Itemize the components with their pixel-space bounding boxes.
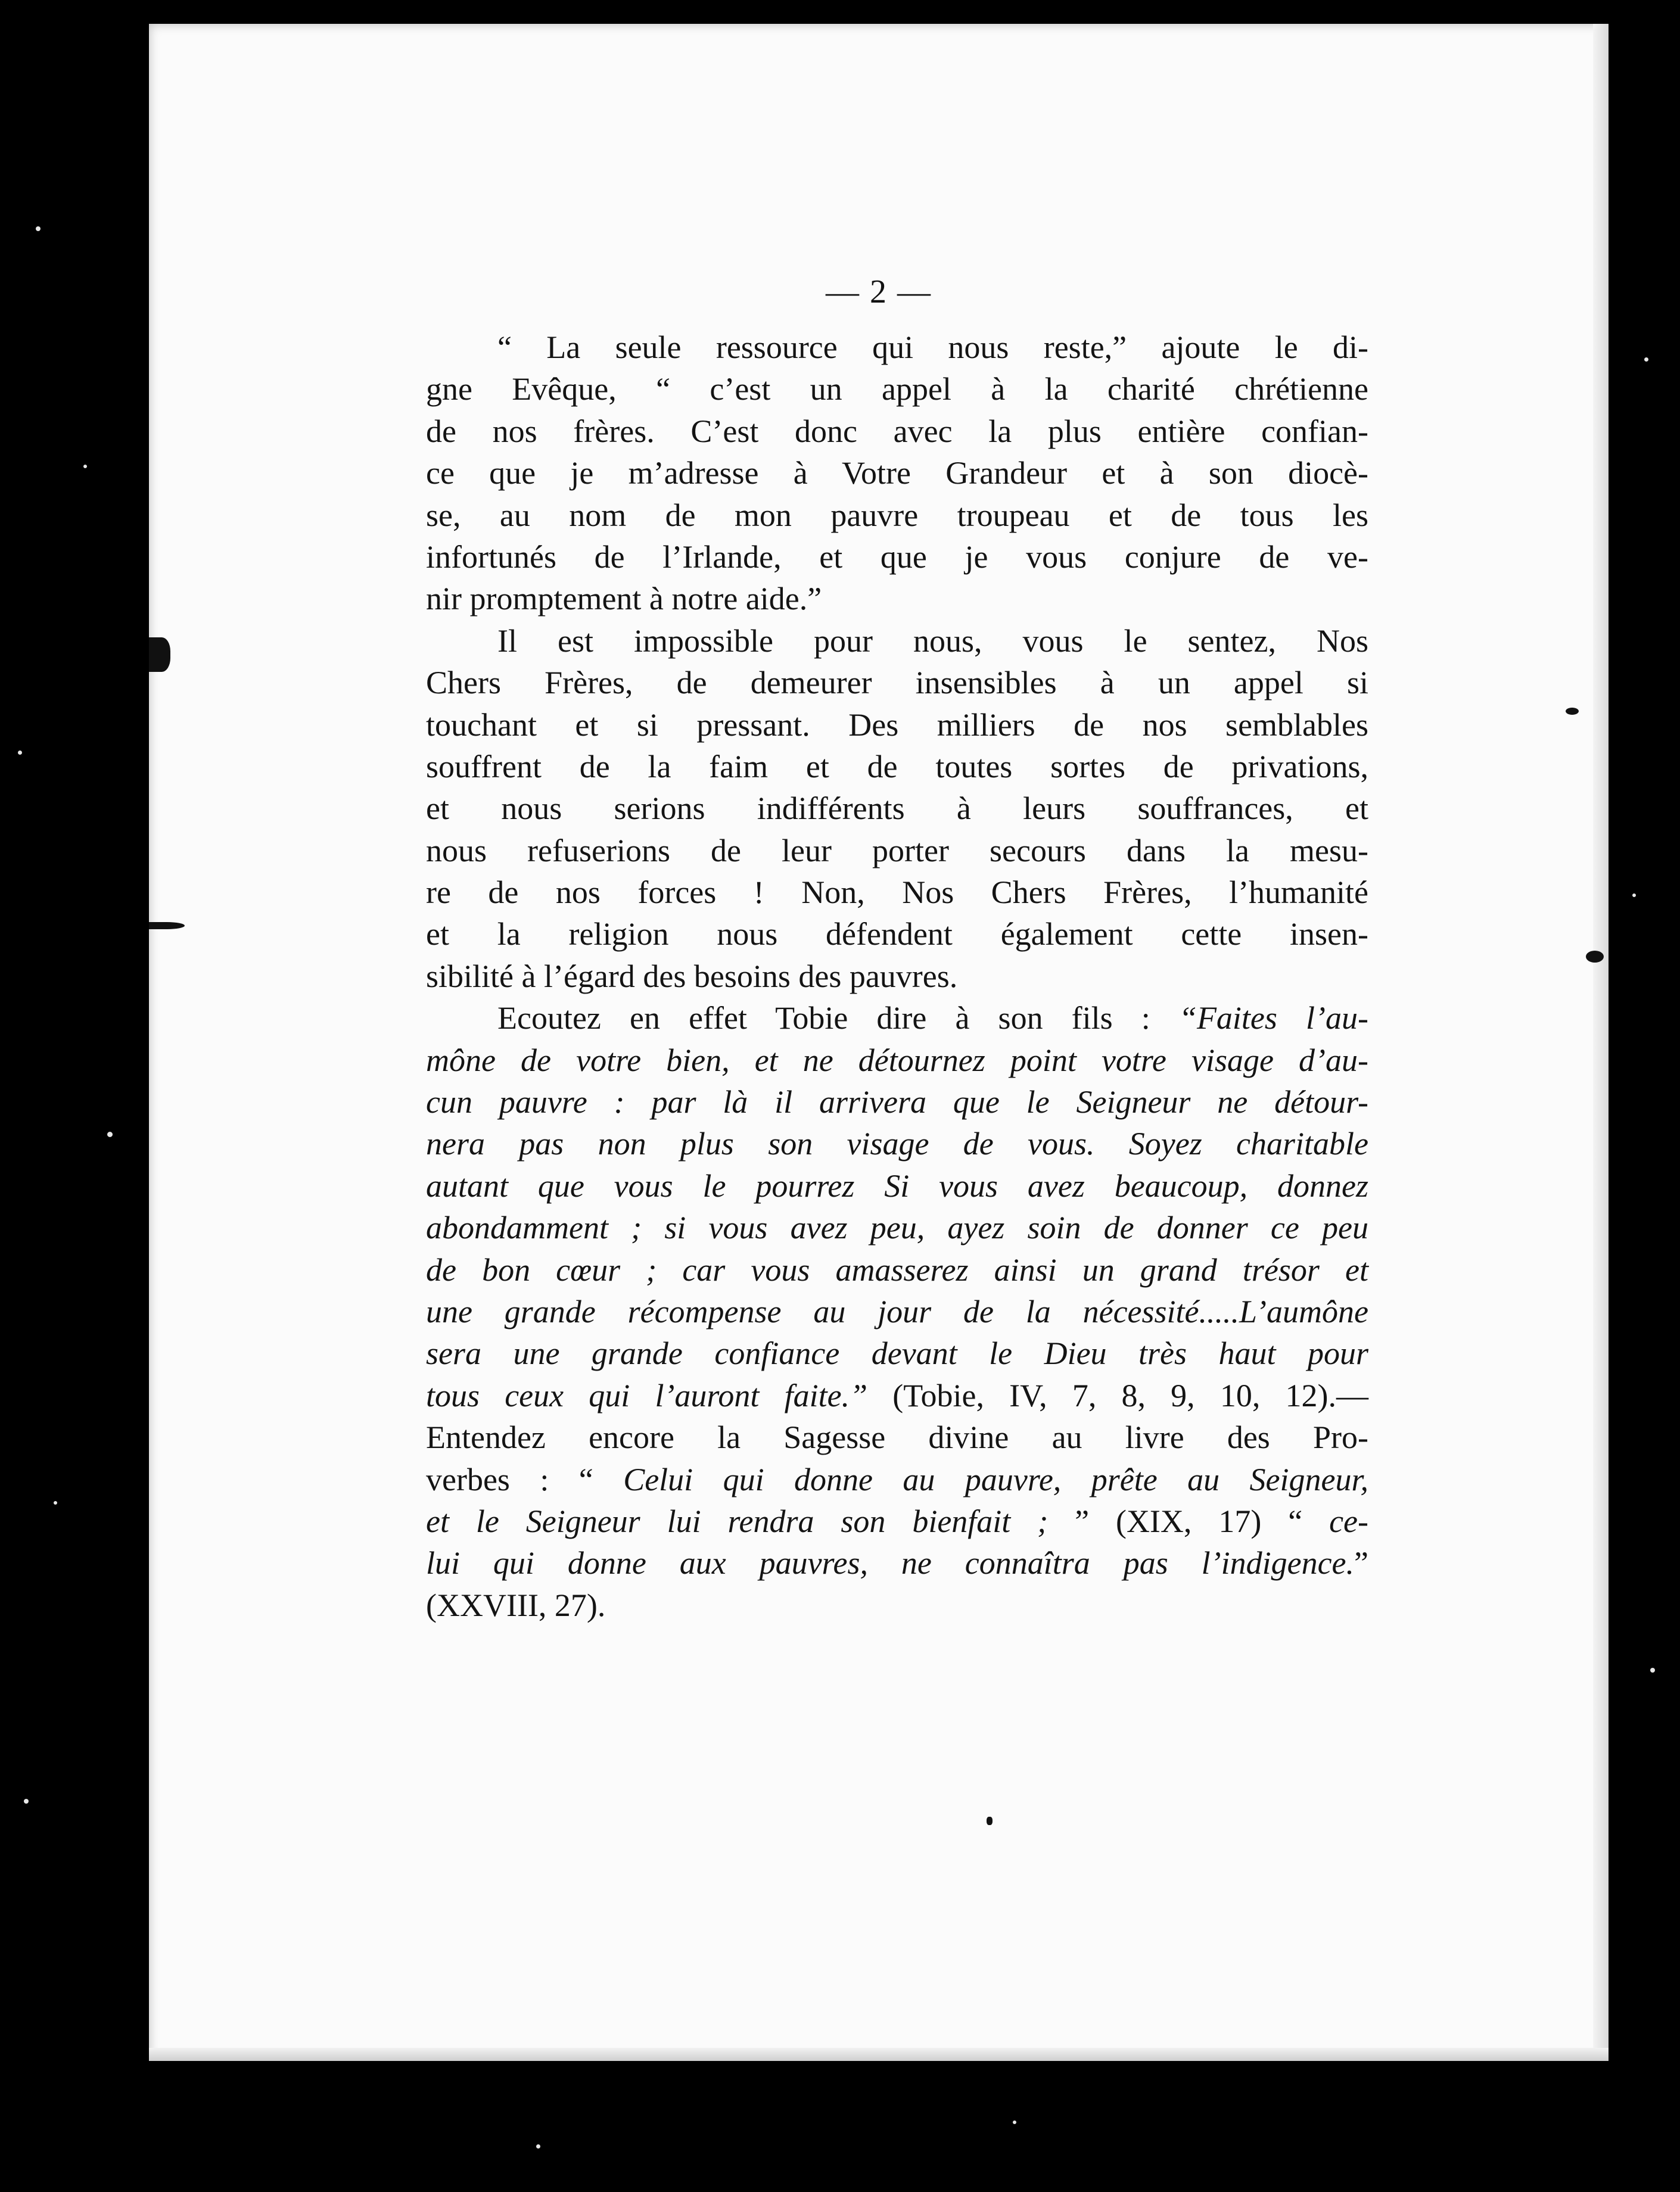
quotation-run: Celui qui donne au pauvre, prête au Seigneur, [623,1461,1368,1497]
quotation-line: abondamment ; si vous avez peu, ayez soin de donner ce peu [426,1210,1368,1246]
quotation-line: sera une grande confiance devant le Dieu très haut pour [426,1335,1368,1372]
margin-blot [149,922,185,929]
quotation-line: autant que vous le pourrez Si vous avez beaucoup, donnez [426,1167,1368,1204]
page-edge [149,2048,1609,2061]
text-line: infortunés de l’Irlande, et que je vous conjure de ve- [426,538,1368,575]
margin-blot [1586,951,1604,963]
paragraph-group [426,326,1368,997]
text-run: verbes : “ [426,1461,624,1497]
citation-run: (Tobie, IV, 7, 8, 9, 10, 12).— [867,1377,1368,1413]
text-line: se, au nom de mon pauvre troupeau et de tous les [426,497,1368,533]
quotation-run: lui qui donne aux pauvres, ne connaîtra pas l’indigence. [426,1545,1355,1581]
dust-speck [18,751,22,755]
text-line [426,1375,1368,1416]
dust-speck [83,465,87,468]
quotation-line: de bon cœur ; car vous amasserez ainsi un grand trésor et [426,1251,1368,1288]
dust-speck [54,1501,57,1505]
text-line: ce que je m’adresse à Votre Grandeur et à son diocè- [426,455,1368,491]
text-line [426,1542,1368,1584]
dust-speck [36,226,41,231]
text-line [426,997,1368,1039]
text-line: de nos frères. C’est donc avec la plus entière confian- [426,413,1368,449]
text-run: ” [1354,1545,1368,1581]
quotation-run: “Faites l’au- [1178,1000,1368,1036]
dust-speck [1013,2121,1016,2124]
text-line: souffrent de la faim et de toutes sortes de privations, [426,748,1368,784]
quotation-line: nera pas non plus son visage de vous. Soyez charitable [426,1126,1368,1162]
quotation-run: tous ceux qui l’auront faite.” [426,1377,868,1413]
margin-blot [1566,708,1579,715]
text-line: gne Evêque, “ c’est un appel à la charité chrétienne [426,371,1368,407]
text-line: nir promptement à notre aide.” [426,581,822,617]
text-line: et la religion nous défendent également cette insen- [426,916,1368,952]
printer-mark [987,1817,993,1825]
text-line: (XXVIII, 27). [426,1587,606,1623]
text-line: “ La seule ressource qui nous reste,” ajoute le di- [497,329,1368,365]
citation-run: ” (XIX, 17) “ [1048,1503,1330,1539]
text-line: Il est impossible pour nous, vous le sentez, Nos [497,622,1368,659]
text-line: touchant et si pressant. Des milliers de nos semblables [426,706,1368,743]
body-text [426,326,1368,1626]
quotation-line: une grande récompense au jour de la nécessité.....L’aumône [426,1293,1368,1329]
dust-speck [536,2144,540,2149]
text-run: Ecoutez en effet Tobie dire à son fils : [497,1000,1179,1036]
quotation-run: ce- [1329,1503,1368,1539]
margin-blot [149,637,170,672]
dust-speck [1650,1668,1655,1673]
page-number: — 2 — [826,273,932,310]
quotation-run: et le Seigneur lui rendra son bienfait ; [426,1503,1049,1539]
text-line: et nous serions indifférents à leurs souffrances, et [426,790,1368,827]
text-line [426,1459,1368,1500]
quotation-group [426,1039,1368,1375]
text-line: re de nos forces ! Non, Nos Chers Frères, l’humanité [426,874,1368,911]
dust-speck [107,1132,113,1137]
dust-speck [1644,357,1648,362]
text-line: Chers Frères, de demeurer insensibles à un appel si [426,665,1368,701]
text-line: sibilité à l’égard des besoins des pauvres. [426,958,958,994]
quotation-line: cun pauvre : par là il arrivera que le Seigneur ne détour- [426,1084,1368,1120]
quotation-line: mône de votre bien, et ne détournez point votre visage d’au- [426,1042,1368,1078]
text-line: Entendez encore la Sagesse divine au livre des Pro- [426,1419,1368,1456]
dust-speck [24,1799,29,1804]
text-line: nous refuserions de leur porter secours dans la mesu- [426,832,1368,868]
text-line [426,1500,1368,1542]
page-edge [1593,24,1609,2061]
dust-speck [1632,893,1636,897]
